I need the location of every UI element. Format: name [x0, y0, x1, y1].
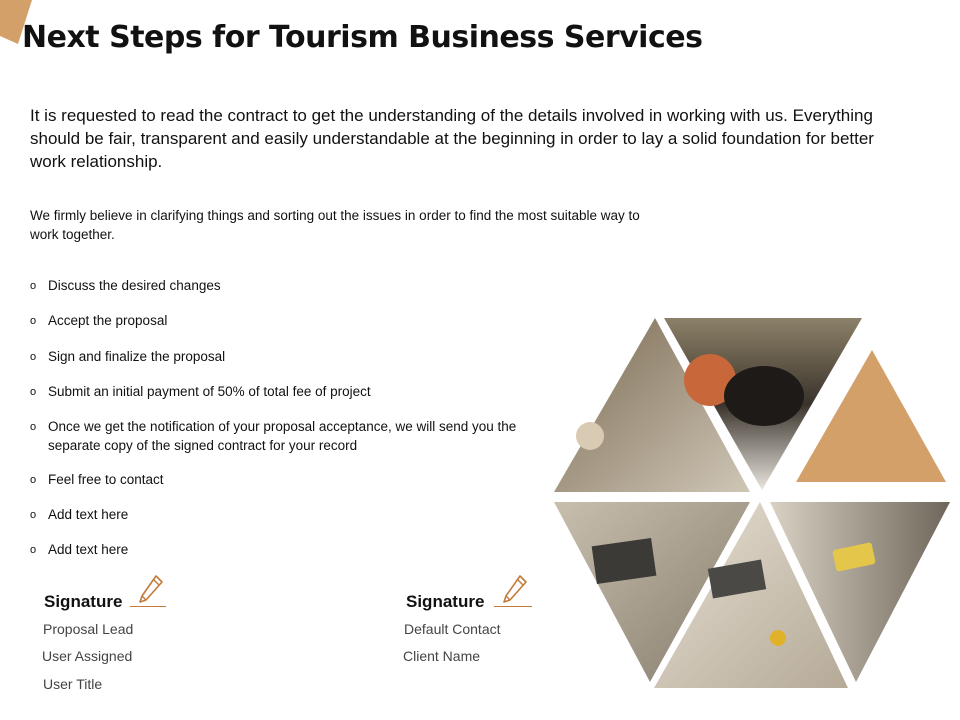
- page-title: Next Steps for Tourism Business Services: [22, 20, 703, 55]
- pen-nib-icon: [136, 574, 164, 606]
- photo-detail-shirt: [724, 366, 804, 426]
- signature-field-default-contact: Default Contact: [404, 621, 501, 637]
- signature-line: [494, 606, 532, 607]
- photo-detail-head: [576, 422, 604, 450]
- signature-line: [130, 606, 166, 607]
- pen-nib-icon: [500, 574, 528, 606]
- list-item: [30, 470, 520, 489]
- bullet-icon: o: [30, 351, 37, 363]
- bullet-icon: o: [30, 280, 37, 292]
- step-text: Once we get the notification of your proposal acceptance, we will send you the separate copy of the signed contract for your record: [48, 419, 517, 453]
- hexagon-photo-collage: [550, 318, 954, 698]
- list-item: [30, 505, 520, 524]
- list-item: [30, 276, 520, 295]
- list-item: [30, 540, 520, 559]
- bullet-icon: o: [30, 474, 37, 486]
- signature-field-proposal-lead: Proposal Lead: [43, 621, 134, 637]
- intro-paragraph: It is requested to read the contract to get the understanding of the details involved in working with us. Everything should be fair, transparent and easily understandable at the beginning in order to lay a solid foundation for better work relationship.: [30, 106, 874, 171]
- signature-heading: Signature: [406, 592, 485, 611]
- step-text: Feel free to contact: [48, 472, 164, 487]
- list-item: [30, 417, 520, 455]
- signature-field-user-title: User Title: [43, 676, 103, 692]
- list-item: [30, 311, 520, 330]
- step-text: Sign and finalize the proposal: [48, 349, 226, 364]
- signature-heading: Signature: [44, 592, 123, 611]
- step-text: Discuss the desired changes: [48, 278, 221, 293]
- photo-detail-flowers: [770, 630, 786, 646]
- signature-field-user-assigned: User Assigned: [42, 648, 133, 664]
- list-item: [30, 382, 520, 401]
- list-item: [30, 347, 520, 366]
- bullet-icon: o: [30, 509, 37, 521]
- bullet-icon: o: [30, 544, 37, 556]
- step-text: Add text here: [48, 507, 129, 522]
- bullet-icon: o: [30, 386, 37, 398]
- belief-paragraph: We firmly believe in clarifying things and sorting out the issues in order to find the most suitable way to work together.: [30, 208, 640, 242]
- step-text: Accept the proposal: [48, 313, 168, 328]
- bullet-icon: o: [30, 315, 37, 327]
- step-text: Add text here: [48, 542, 129, 557]
- step-text: Submit an initial payment of 50% of total fee of project: [48, 384, 371, 399]
- bullet-icon: o: [30, 421, 37, 433]
- signature-field-client-name: Client Name: [403, 648, 481, 664]
